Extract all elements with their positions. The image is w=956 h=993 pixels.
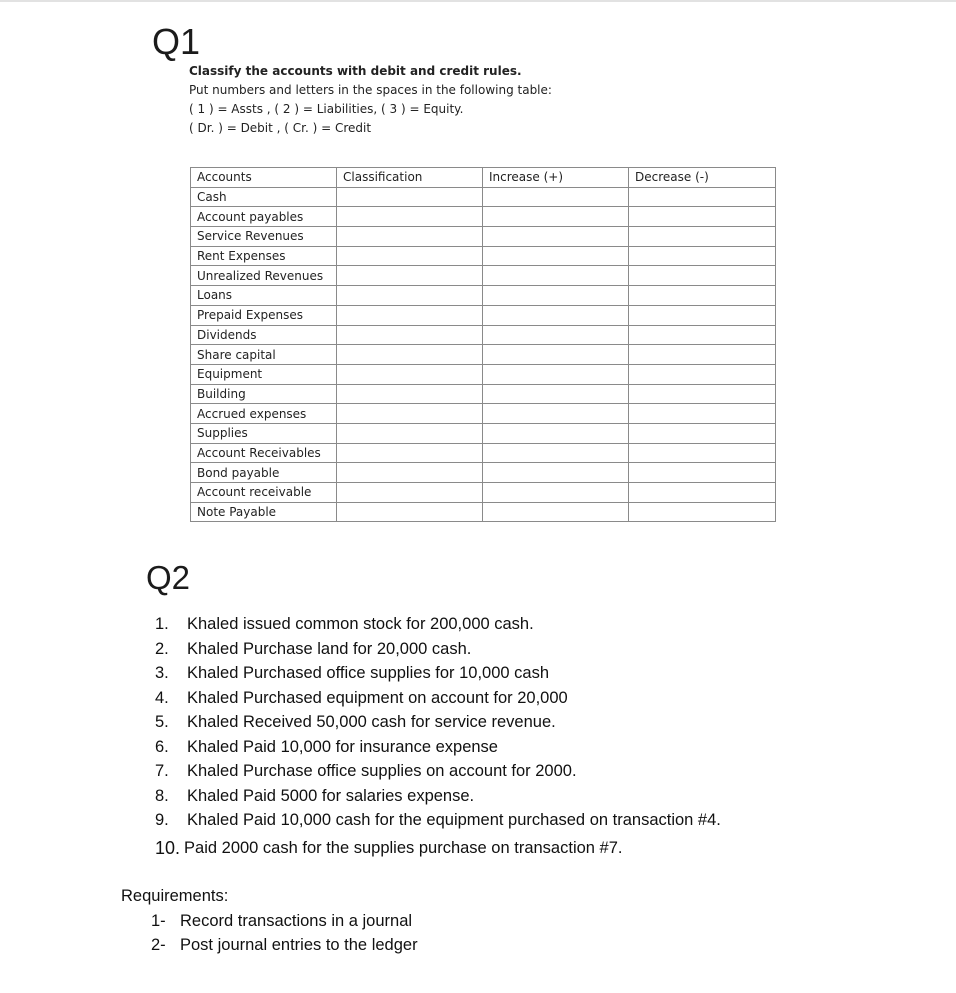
requirement-item <box>121 909 418 934</box>
table-row <box>191 305 776 325</box>
item-number: 9. <box>155 811 169 829</box>
instruction-line: Put numbers and letters in the spaces in the following table: <box>189 83 552 97</box>
classification-cell[interactable] <box>337 207 483 227</box>
classification-cell[interactable] <box>337 502 483 522</box>
header-increase: Increase (+) <box>483 168 629 188</box>
requirement-number: 2- <box>151 936 166 954</box>
list-item <box>155 809 721 834</box>
list-item <box>155 837 721 862</box>
classification-cell[interactable] <box>337 187 483 207</box>
item-text: Khaled Paid 10,000 cash for the equipment purchased on transaction #4. <box>187 811 721 829</box>
account-name: Dividends <box>191 325 337 345</box>
decrease-cell[interactable] <box>629 443 776 463</box>
item-number: 7. <box>155 762 169 780</box>
q1-heading: Q1 <box>152 21 201 62</box>
decrease-cell[interactable] <box>629 227 776 247</box>
list-item <box>155 760 721 785</box>
account-name: Bond payable <box>191 463 337 483</box>
list-item <box>155 711 721 736</box>
instruction-line: ( Dr. ) = Debit , ( Cr. ) = Credit <box>189 121 372 135</box>
item-text: Khaled Received 50,000 cash for service revenue. <box>187 713 556 731</box>
classification-cell[interactable] <box>337 305 483 325</box>
decrease-cell[interactable] <box>629 207 776 227</box>
account-name: Account Receivables <box>191 443 337 463</box>
classification-cell[interactable] <box>337 384 483 404</box>
item-text: Khaled Purchase land for 20,000 cash. <box>187 639 472 658</box>
table-row <box>191 423 776 443</box>
increase-cell[interactable] <box>483 187 629 207</box>
list-item <box>155 638 721 663</box>
transactions-list <box>155 613 721 861</box>
account-name: Cash <box>191 187 337 207</box>
increase-cell[interactable] <box>483 325 629 345</box>
requirement-text: Record transactions in a journal <box>180 911 413 930</box>
item-text: Khaled Purchased equipment on account for 20,000 <box>187 688 568 707</box>
table-row <box>191 246 776 266</box>
item-number: 1. <box>155 615 169 633</box>
classification-cell[interactable] <box>337 423 483 443</box>
decrease-cell[interactable] <box>629 246 776 266</box>
table-row <box>191 443 776 463</box>
table-row <box>191 266 776 286</box>
item-text: Khaled Purchased office supplies for 10,000 cash <box>187 664 550 682</box>
list-item <box>155 687 721 712</box>
item-text: Khaled Paid 10,000 for insurance expense <box>187 737 498 756</box>
decrease-cell[interactable] <box>629 502 776 522</box>
classification-cell[interactable] <box>337 463 483 483</box>
list-item <box>155 613 721 638</box>
requirement-item <box>121 933 418 958</box>
account-name: Accrued expenses <box>191 404 337 424</box>
requirements-title: Requirements: <box>121 887 229 905</box>
table-row <box>191 187 776 207</box>
decrease-cell[interactable] <box>629 483 776 503</box>
account-name: Share capital <box>191 345 337 365</box>
decrease-cell[interactable] <box>629 325 776 345</box>
table-row <box>191 364 776 384</box>
decrease-cell[interactable] <box>629 286 776 306</box>
table-row <box>191 463 776 483</box>
classification-cell[interactable] <box>337 227 483 247</box>
table-row <box>191 286 776 306</box>
instruction-line: Classify the accounts with debit and credit rules. <box>189 64 522 78</box>
increase-cell[interactable] <box>483 266 629 286</box>
account-name: Rent Expenses <box>191 246 337 266</box>
item-number: 8. <box>155 786 169 805</box>
classification-cell[interactable] <box>337 325 483 345</box>
requirements-section <box>121 884 418 958</box>
table-row <box>191 502 776 522</box>
item-number: 4. <box>155 688 169 707</box>
account-name: Loans <box>191 286 337 306</box>
account-name: Note Payable <box>191 502 337 522</box>
account-name: Building <box>191 384 337 404</box>
table-row <box>191 483 776 503</box>
item-text: Khaled issued common stock for 200,000 cash. <box>187 615 534 633</box>
increase-cell[interactable] <box>483 246 629 266</box>
account-name: Account payables <box>191 207 337 227</box>
decrease-cell[interactable] <box>629 463 776 483</box>
item-text: Khaled Purchase office supplies on account for 2000. <box>187 762 577 780</box>
account-name: Equipment <box>191 364 337 384</box>
increase-cell[interactable] <box>483 502 629 522</box>
item-text: Khaled Paid 5000 for salaries expense. <box>187 786 475 805</box>
requirement-number: 1- <box>151 911 166 930</box>
classification-cell[interactable] <box>337 246 483 266</box>
account-name: Unrealized Revenues <box>191 266 337 286</box>
q2-heading: Q2 <box>146 559 191 596</box>
header-accounts: Accounts <box>191 168 337 188</box>
account-name: Service Revenues <box>191 227 337 247</box>
item-number: 2. <box>155 639 169 658</box>
table-row <box>191 325 776 345</box>
decrease-cell[interactable] <box>629 404 776 424</box>
table-row <box>191 207 776 227</box>
item-text: Paid 2000 cash for the supplies purchase on transaction #7. <box>184 838 623 857</box>
item-number: 5. <box>155 713 169 731</box>
classification-cell[interactable] <box>337 483 483 503</box>
increase-cell[interactable] <box>483 345 629 365</box>
increase-cell[interactable] <box>483 286 629 306</box>
table-row <box>191 345 776 365</box>
table-row <box>191 404 776 424</box>
classification-cell[interactable] <box>337 266 483 286</box>
classification-cell[interactable] <box>337 443 483 463</box>
accounts-classification-table <box>190 167 776 522</box>
classification-cell[interactable] <box>337 364 483 384</box>
decrease-cell[interactable] <box>629 345 776 365</box>
list-item <box>155 785 721 810</box>
decrease-cell[interactable] <box>629 384 776 404</box>
table-header-row <box>191 168 776 188</box>
requirement-text: Post journal entries to the ledger <box>180 936 418 954</box>
item-number: 3. <box>155 664 169 682</box>
increase-cell[interactable] <box>483 404 629 424</box>
increase-cell[interactable] <box>483 305 629 325</box>
table-row <box>191 227 776 247</box>
decrease-cell[interactable] <box>629 423 776 443</box>
increase-cell[interactable] <box>483 463 629 483</box>
decrease-cell[interactable] <box>629 187 776 207</box>
instruction-line: ( 1 ) = Assts , ( 2 ) = Liabilities, ( 3 ) = Equity. <box>189 102 464 116</box>
increase-cell[interactable] <box>483 207 629 227</box>
classification-cell[interactable] <box>337 345 483 365</box>
increase-cell[interactable] <box>483 364 629 384</box>
item-number: 6. <box>155 737 169 756</box>
decrease-cell[interactable] <box>629 305 776 325</box>
header-decrease: Decrease (-) <box>629 168 776 188</box>
decrease-cell[interactable] <box>629 266 776 286</box>
classification-cell[interactable] <box>337 404 483 424</box>
increase-cell[interactable] <box>483 443 629 463</box>
list-item <box>155 662 721 687</box>
classification-cell[interactable] <box>337 286 483 306</box>
increase-cell[interactable] <box>483 423 629 443</box>
account-name: Prepaid Expenses <box>191 305 337 325</box>
decrease-cell[interactable] <box>629 364 776 384</box>
table-row <box>191 384 776 404</box>
item-number: 10. <box>155 837 181 858</box>
list-item <box>155 736 721 761</box>
header-classification: Classification <box>337 168 483 188</box>
account-name: Account receivable <box>191 483 337 503</box>
top-divider <box>0 0 956 2</box>
increase-cell[interactable] <box>483 384 629 404</box>
account-name: Supplies <box>191 423 337 443</box>
increase-cell[interactable] <box>483 227 629 247</box>
increase-cell[interactable] <box>483 483 629 503</box>
q1-instructions <box>189 62 552 138</box>
